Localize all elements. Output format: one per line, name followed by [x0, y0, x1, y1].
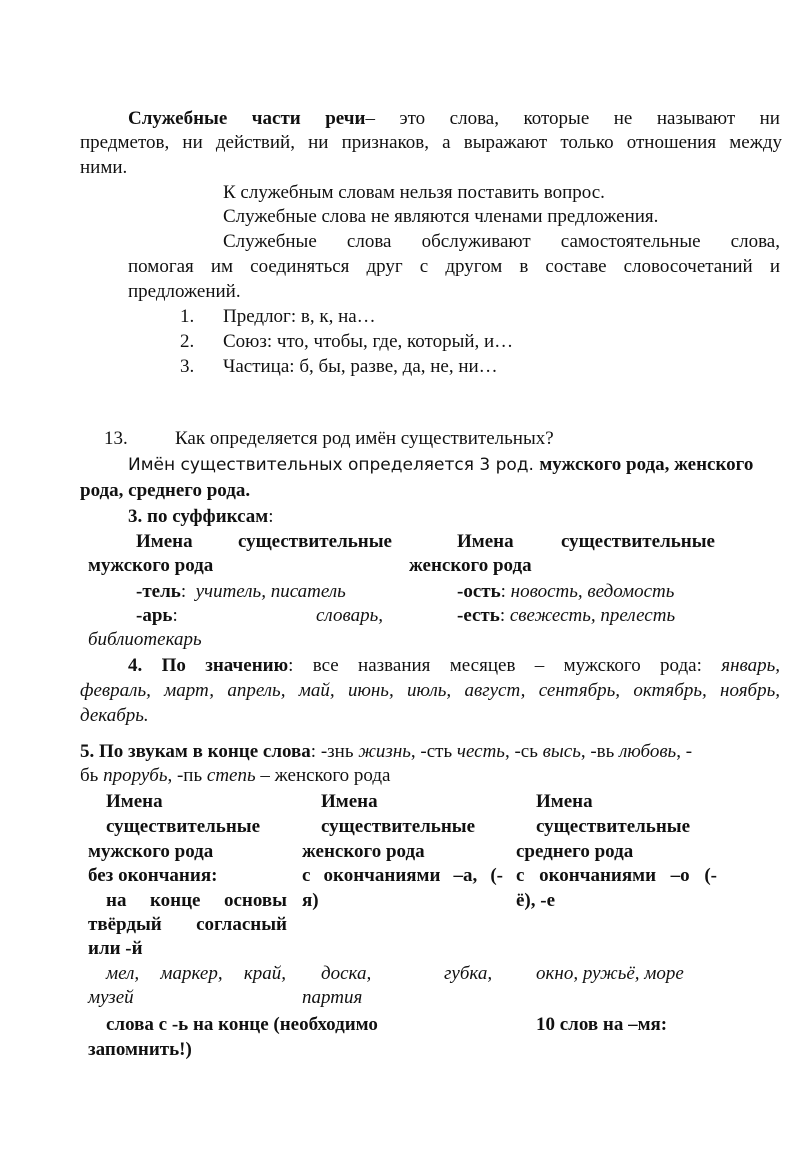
meaning-rest: : все названия месяцев – мужского рода: — [288, 655, 722, 676]
table-col3-examples: окно, ружьё, море — [536, 963, 684, 984]
table-col2-h-3: женского рода — [302, 841, 425, 862]
table-col2-example-b: губка, — [444, 963, 493, 984]
sounds-heading: 5. По звукам в конце слова — [80, 741, 311, 762]
fact-1: К служебным словам нельзя поставить вопрос. — [223, 182, 605, 203]
intro-line-1 — [80, 107, 780, 132]
sounds-example: прорубь — [103, 765, 168, 786]
table-col1-examples-2: музей — [88, 987, 134, 1008]
meaning-line-3: декабрь. — [80, 705, 149, 726]
intro-line-3: ними. — [80, 157, 128, 178]
table-col2-h-1: Имена — [321, 791, 378, 812]
suffix-row1-right: -ость: новость, ведомость — [457, 581, 675, 602]
suffix-tel-examples: учитель, писатель — [195, 581, 346, 602]
suffix-row2-left: -арь: — [136, 605, 178, 626]
suffix-ar: -арь — [136, 605, 173, 626]
answer-bold-2: рода, среднего рода — [80, 480, 246, 501]
answer-bold-1: мужского рода, женского — [539, 454, 754, 475]
intro-line1-text: – это слова, которые не называют ни — [365, 108, 780, 129]
sounds-example: жизнь — [358, 741, 411, 762]
suffix-ost: -ость — [457, 581, 501, 602]
suffix-row2-example-a: словарь, — [316, 605, 383, 626]
table-col1-h-6: твёрдый согласный — [88, 914, 287, 935]
fact-3-line-3: предложений. — [128, 281, 241, 302]
question-13-number: 13. — [104, 428, 128, 449]
table-col1-examples-1: мел, маркер, край, — [106, 963, 286, 984]
list-item-1: Предлог: в, к, на… — [223, 306, 376, 327]
table-col2-example-a: доска, — [321, 963, 372, 984]
suffix-est: -есть — [457, 605, 500, 626]
suffix-heading-text: 3. по суффиксам — [128, 506, 269, 527]
answer-plain: Имён существительных определяется 3 род. — [128, 455, 540, 475]
suffix-col1-header-2: мужского рода — [88, 555, 214, 576]
table-col1-h-2: существительные — [106, 816, 261, 837]
sounds-part: : -знь — [310, 741, 359, 762]
sounds-example: честь — [456, 741, 505, 762]
sounds-part: , - — [676, 741, 693, 762]
meaning-heading: 4. По значению — [128, 655, 289, 676]
suffix-heading — [128, 505, 274, 530]
table-col3-h-2: существительные — [536, 816, 691, 837]
answer-dot: . — [245, 480, 251, 501]
list-item-3-number: 3. — [180, 356, 195, 377]
suffix-row2-right: -есть: свежесть, прелесть — [457, 605, 676, 626]
question-13-text: Как определяется род имён существительных? — [175, 428, 554, 449]
table-col2-h-2: существительные — [321, 816, 476, 837]
sounds-part: бь — [80, 765, 104, 786]
answer-line-1 — [128, 453, 753, 478]
table-col3-h-5: ё), -е — [516, 890, 556, 911]
meaning-line-2: февраль, март, апрель, май, июнь, июль, август, сентябрь, октябрь, ноябрь, — [80, 680, 780, 701]
answer-line-2 — [80, 479, 250, 504]
list-item-2-number: 2. — [180, 331, 195, 352]
table-col1-h-4: без окончания: — [88, 865, 218, 886]
fact-2: Служебные слова не являются членами предложения. — [223, 206, 659, 227]
sounds-example: степь — [206, 765, 256, 786]
suffix-row2-example-b: библиотекарь — [88, 629, 202, 650]
table-col1-h-7: или -й — [88, 938, 143, 959]
suffix-col2-header-1: Имена существительные — [457, 531, 715, 552]
meaning-months-1: январь, — [721, 655, 781, 676]
suffix-col2-header-2: женского рода — [409, 555, 532, 576]
sounds-example: любовь — [619, 741, 677, 762]
table-footer-right: 10 слов на –мя: — [536, 1014, 668, 1035]
sounds-example: высь — [542, 741, 581, 762]
suffix-tel: -тель — [136, 581, 181, 602]
table-col1-h-5: на конце основы — [106, 890, 287, 911]
suffix-heading-colon: : — [268, 506, 274, 527]
sounds-line-1 — [80, 740, 692, 765]
sounds-part: , -сть — [410, 741, 457, 762]
sounds-part: – женского рода — [255, 765, 391, 786]
table-col2-h-4: с окончаниями –а, (- — [302, 865, 503, 886]
table-col3-h-1: Имена — [536, 791, 593, 812]
sounds-part: , -сь — [504, 741, 543, 762]
sounds-part: , -пь — [167, 765, 207, 786]
table-col1-h-1: Имена — [106, 791, 163, 812]
table-col2-examples-2: партия — [302, 987, 363, 1008]
table-col1-h-3: мужского рода — [88, 841, 214, 862]
suffix-row1-left: -тель: учитель, писатель — [136, 581, 346, 602]
intro-line-2: предметов, ни действий, ни признаков, а выражают только отношения между — [80, 132, 782, 153]
fact-3-line-2: помогая им соединяться друг с другом в составе словосочетаний и — [128, 256, 780, 277]
intro-term: Служебные части речи — [128, 108, 366, 129]
fact-3-line-1: Служебные слова обслуживают самостоятельные слова, — [223, 231, 780, 252]
meaning-line-1 — [80, 654, 780, 679]
table-col3-h-3: среднего рода — [516, 841, 634, 862]
table-col2-h-5: я) — [302, 890, 319, 911]
list-item-1-number: 1. — [180, 306, 195, 327]
sounds-part: , -вь — [580, 741, 620, 762]
suffix-est-examples: свежесть, прелесть — [509, 605, 676, 626]
list-item-3: Частица: б, бы, разве, да, не, ни… — [223, 356, 498, 377]
table-col3-h-4: с окончаниями –о (- — [516, 865, 717, 886]
suffix-ost-examples: новость, ведомость — [510, 581, 675, 602]
sounds-line-2 — [80, 764, 390, 789]
table-footer-left-2: запомнить!) — [88, 1039, 192, 1060]
suffix-col1-header-1: Имена существительные — [136, 531, 392, 552]
list-item-2: Союз: что, чтобы, где, который, и… — [223, 331, 514, 352]
table-footer-left-1: слова с -ь на конце (необходимо — [106, 1014, 378, 1035]
